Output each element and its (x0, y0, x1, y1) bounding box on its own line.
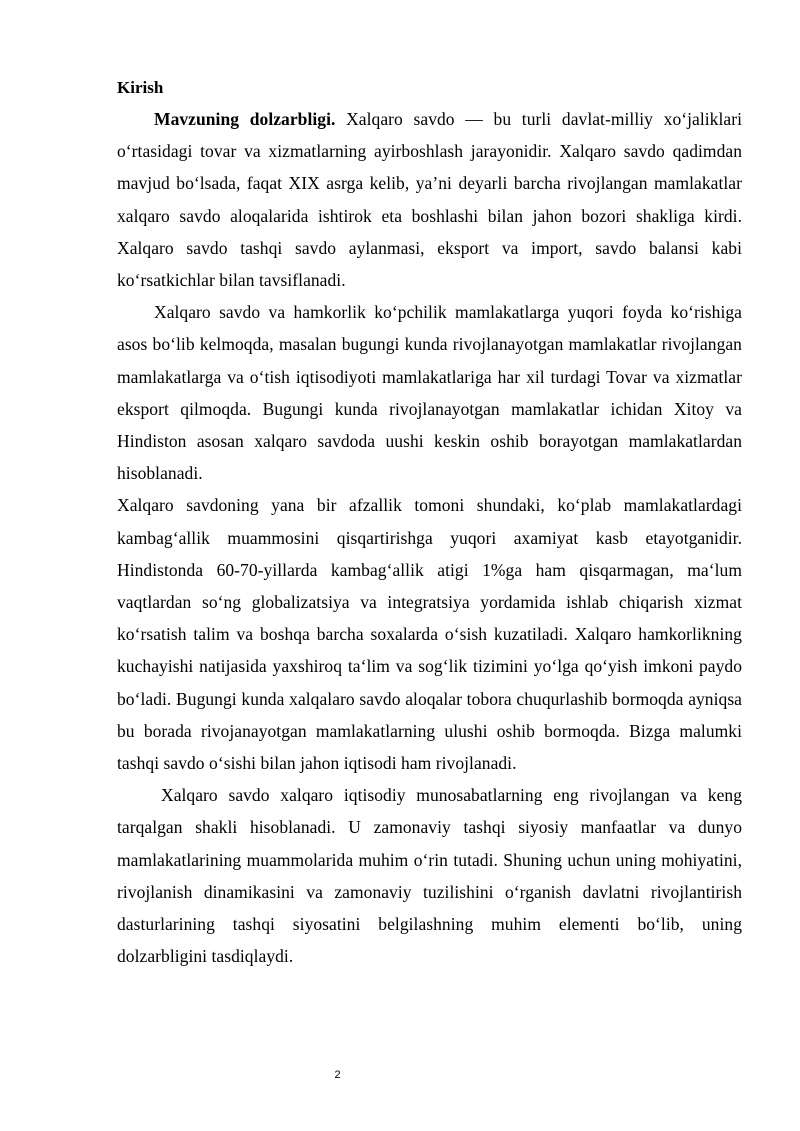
page-number: 2 (334, 1069, 341, 1081)
paragraph-advantages: Xalqaro savdoning yana bir afzallik tomoni shundaki, ko‘plab mamlakatlardagi kambag‘allik muammosini qisqartirishga yuqori axamiyat kasb etayotganidir. Hindistonda 60-70-yillarda kambag‘allik atigi 1%ga ham qisqarmagan, ma‘lum vaqtlardan so‘ng globalizatsiya va integratsiya yordamida ishlab chiqarish xizmat ko‘rsatish talim va boshqa barcha soxalarda o‘sish kuzatiladi. Xalqaro hamkorlikning kuchayishi natijasida yaxshiroq ta‘lim va sog‘lik tizimini yo‘lga qo‘yish imkoni paydo bo‘ladi. Bugungi kunda xalqalaro savdo aloqalar tobora chuqurlashib bormoqda ayniqsa bu borada rivojanayotgan mamlakatlarning ulushi oshib bormoqda. Bizga malumki tashqi savdo o‘sishi bilan jahon iqtisodi ham rivojlanadi. (117, 495, 742, 774)
paragraph-text: Xalqaro savdo — bu turli davlat-milliy xo‘jaliklari o‘rtasidagi tovar va xizmatlarning ayirboshlash jarayonidir. Xalqaro savdo qadimdan mavjud bo‘lsada, faqat XIX asrga kelib, ya’ni deyarli barcha rivojlangan mamlakatlar xalqaro savdo aloqalarida ishtirok eta boshlashi bilan jahon bozori shakliga kirdi. Xalqaro savdo tashqi savdo aylanmasi, eksport va import, savdo balansi kabi ko‘rsatkichlar bilan tavsiflanadi. (117, 109, 742, 291)
paragraph-cooperation: Xalqaro savdo va hamkorlik ko‘pchilik mamlakatlarga yuqori foyda ko‘rishiga asos bo‘lib kelmoqda, masalan bugungi kunda rivojlanayotgan mamlakatlar rivojlangan mamlakatlarga va o‘tish iqtisodiyoti mamlakatlariga har xil turdagi Tovar va xizmatlar eksport qilmoqda. Bugungi kunda rivojlanayotgan mamlakatlar ichidan Xitoy va Hindiston asosan xalqaro savdoda uushi keskin oshib borayotgan mamlakatlardan hisoblanadi. (117, 302, 742, 484)
paragraph-significance: Xalqaro savdo xalqaro iqtisodiy munosabatlarning eng rivojlangan va keng tarqalgan shakli hisoblanadi. U zamonaviy tashqi siyosiy manfaatlar va dunyo mamlakatlarining muammolarida muhim o‘rin tutadi. Shuning uchun uning mohiyatini, rivojlanish dinamikasini va zamonaviy tuzilishini o‘rganish davlatni rivojlantirish dasturlarining tashqi siyosatini belgilashning muhim elementi bo‘lib, uning dolzarbligini tasdiqlaydi. (117, 785, 742, 967)
document-page (117, 76, 742, 972)
paragraph-relevance (117, 103, 742, 296)
paragraph-lead: Mavzuning dolzarbligi. (154, 109, 336, 129)
section-heading: Kirish (117, 78, 164, 97)
